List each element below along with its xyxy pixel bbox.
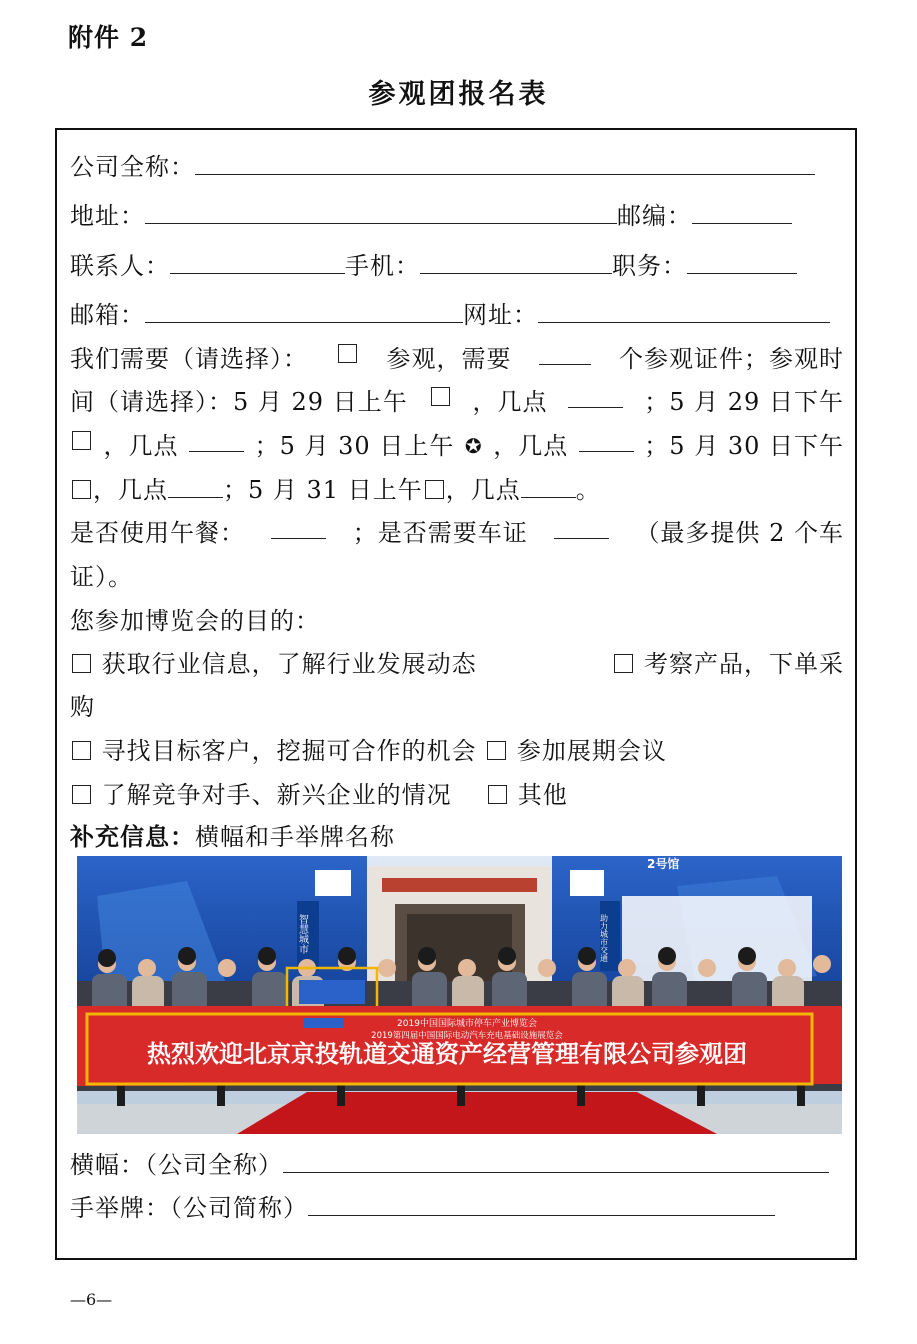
page-number: —6— <box>70 1290 113 1309</box>
wall-right-text: 助力城市交通 <box>599 914 609 962</box>
lunch-l1-c: （最多提供 2 个车 <box>635 519 844 547</box>
sign-label: 手举牌：（公司简称） <box>70 1194 308 1222</box>
purpose-row-1 <box>70 649 844 679</box>
wall-left-text: 智慧城市 <box>296 914 308 954</box>
banner-main-text: 热烈欢迎北京京投轨道交通资产经营管理有限公司参观团 <box>147 1040 747 1068</box>
postcode-label: 邮编： <box>617 202 692 230</box>
visit-l1-c: 个参观证件；参观时 <box>619 345 844 373</box>
banner-line-2: 2019第四届中国国际电动汽车充电基础设施展览会 <box>371 1031 563 1041</box>
visit-l4-b: ，几点 <box>93 476 168 504</box>
purpose-opt-4: 参加展期会议 <box>516 737 667 765</box>
email-label: 邮箱： <box>70 301 145 329</box>
visit-l3-d: ，几点 <box>493 432 569 460</box>
visit-line-4 <box>70 475 601 505</box>
may31-am-checkbox[interactable] <box>425 480 444 499</box>
company-row <box>70 152 815 182</box>
hall-number: 2号馆 <box>647 857 680 871</box>
banner-field[interactable] <box>283 1152 829 1173</box>
lunch-field[interactable] <box>271 518 326 539</box>
mobile-label: 手机： <box>345 252 420 280</box>
banner-line-1: 2019中国国际城市停车产业博览会 <box>397 1019 537 1029</box>
banner-label: 横幅：（公司全称） <box>70 1151 283 1179</box>
purpose-opt-5: 了解竞争对手、新兴企业的情况 <box>101 781 452 809</box>
purpose-checkbox-2[interactable] <box>614 654 633 673</box>
contact-row <box>70 251 797 281</box>
position-field[interactable] <box>687 253 797 274</box>
purpose-row-4 <box>70 780 568 810</box>
visit-l2-a: 间（请选择）：5 月 29 日上午 <box>70 388 408 416</box>
sign-row <box>70 1193 775 1223</box>
purpose-opt-1: 获取行业信息，了解行业发展动态 <box>101 650 477 678</box>
purpose-checkbox-3[interactable] <box>72 741 91 760</box>
may29-am-time-field[interactable] <box>568 387 623 408</box>
company-label: 公司全称： <box>70 153 195 181</box>
purpose-opt-6: 其他 <box>517 781 568 809</box>
lunch-l1-a: 是否使用午餐： <box>70 519 245 547</box>
visit-l3-c: ；5 月 30 日上午 <box>254 432 455 460</box>
group-photo-illustration <box>77 856 842 1134</box>
attachment-label: 附件 2 <box>68 23 149 52</box>
website-field[interactable] <box>538 302 830 323</box>
visit-line-1 <box>70 344 844 374</box>
visit-l2-b: ，几点 <box>472 388 548 416</box>
visit-l3-b: ，几点 <box>103 432 179 460</box>
visit-l2-c: ；5 月 29 日下午 <box>644 388 844 416</box>
may29-pm-checkbox[interactable] <box>72 431 91 450</box>
purpose-checkbox-5[interactable] <box>72 785 91 804</box>
mobile-field[interactable] <box>420 253 612 274</box>
address-field[interactable] <box>145 203 617 224</box>
purpose-label: 您参加博览会的目的： <box>70 607 320 635</box>
may30-am-radio-icon[interactable]: ✪ <box>464 434 483 458</box>
may29-pm-time-field[interactable] <box>189 431 244 452</box>
email-field[interactable] <box>145 302 463 323</box>
purpose-checkbox-6[interactable] <box>488 785 507 804</box>
purpose-opt-2a: 考察产品，下单采 <box>644 650 844 678</box>
visit-l4-e: 。 <box>575 476 601 504</box>
website-label: 网址： <box>463 301 538 329</box>
company-field[interactable] <box>195 154 815 175</box>
visit-count-field[interactable] <box>539 344 591 365</box>
address-label: 地址： <box>70 202 145 230</box>
visit-checkbox[interactable] <box>338 344 357 363</box>
purpose-checkbox-1[interactable] <box>72 654 91 673</box>
may31-am-time-field[interactable] <box>521 477 576 498</box>
purpose-row-3 <box>70 736 667 766</box>
form-title: 参观团报名表 <box>368 79 549 110</box>
group-photo <box>77 856 842 1134</box>
visit-l3-e: ；5 月 30 日下午 <box>644 432 844 460</box>
purpose-opt-2b: 购 <box>70 693 95 721</box>
lunch-l1-b: ；是否需要车证 <box>352 519 528 547</box>
may30-pm-time-field[interactable] <box>168 477 223 498</box>
may30-am-time-field[interactable] <box>579 431 634 452</box>
contact-label: 联系人： <box>70 252 170 280</box>
purpose-opt-3: 寻找目标客户，挖掘可合作的机会 <box>101 737 477 765</box>
contact-field[interactable] <box>170 253 345 274</box>
visit-line-2 <box>70 387 844 417</box>
postcode-field[interactable] <box>692 203 792 224</box>
supplement-label: 补充信息： <box>70 822 195 851</box>
may30-pm-checkbox[interactable] <box>72 480 91 499</box>
supplement-row <box>70 822 395 852</box>
visit-l1-a: 我们需要（请选择）： <box>70 345 308 373</box>
lunch-l2: 证）。 <box>70 563 133 591</box>
banner-row <box>70 1150 829 1180</box>
visit-l1-b: 参观，需要 <box>386 345 512 373</box>
address-row <box>70 201 792 231</box>
welcome-banner <box>77 1006 842 1086</box>
purpose-checkbox-4[interactable] <box>487 741 506 760</box>
car-pass-field[interactable] <box>554 518 609 539</box>
may29-am-checkbox[interactable] <box>431 387 450 406</box>
position-label: 职务： <box>612 252 687 280</box>
email-row <box>70 300 830 330</box>
visit-l4-d: ，几点 <box>445 476 521 504</box>
sign-field[interactable] <box>308 1195 775 1216</box>
supplement-text: 横幅和手举牌名称 <box>195 823 395 851</box>
visit-l4-c: ；5 月 31 日上午 <box>223 476 423 504</box>
visit-line-3 <box>70 431 844 461</box>
lunch-line-1 <box>70 518 844 548</box>
